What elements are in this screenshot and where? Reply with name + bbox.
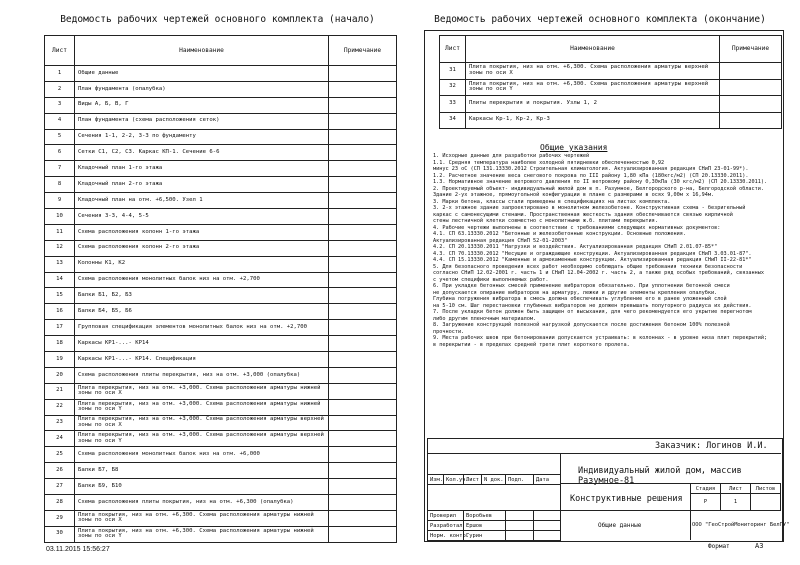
hdr-podp: Подп.	[506, 475, 534, 485]
sheet-number: 28	[45, 495, 75, 511]
sheet-name: Плиты перекрытия и покрытия. Узлы 1, 2	[466, 96, 720, 113]
note-line: минус 23 оС (СП 131.13330.2012 Строительная климатология. Актуализированная редакция СНиП 23-01-99*).	[433, 166, 749, 172]
sheet-number: 14	[45, 272, 75, 288]
format-value: А3	[755, 542, 764, 550]
note-line: 4. Рабочие чертежи выполнены в соответствии с требованиями следующих нормативных документов:	[433, 224, 721, 231]
lists-value	[751, 494, 781, 511]
sheet-name: Плита покрытия, низ на отм. +6,300. Схема расположения арматуры нижней зоны по оси Y	[75, 526, 329, 542]
note-line: в перекрытии - в пределах средней трети плит короткого пролета.	[433, 341, 630, 348]
note-line: согласно СНиП 12.02-2001 г. часть 1 и СНиП 12.04-2002 г. часть 2, а также ряд особых требований, связанных	[433, 270, 765, 276]
sheet-name: Схема расположения монолитных балок низ на отм. +6,000	[75, 447, 329, 463]
sheet-number: 29	[45, 510, 75, 526]
sheet-note	[329, 463, 397, 479]
sheet-note	[329, 383, 397, 399]
sheet-number: 19	[45, 352, 75, 368]
sheet-note	[329, 113, 397, 129]
hdr-list: Лист	[464, 475, 482, 485]
section-name: Конструктивные решения	[570, 494, 683, 504]
table-row	[45, 510, 397, 526]
note-line: 4.3. СП 70.13330.2012 "Несущие и ограждающие конструкции. Актуализированная редакция СНиП 3.03.01-87".	[433, 250, 752, 257]
table-row	[45, 145, 397, 161]
signature	[506, 531, 534, 541]
table-row	[45, 304, 397, 320]
table-row	[45, 177, 397, 193]
table-row	[45, 352, 397, 368]
note-line: 4.1. СП 63.13330.2012 "Бетонные и железобетонные конструкции. Основные положения.	[433, 231, 686, 237]
note-line: 2. Проектируемый объект- индивидуальный жилой дом в п. Разумное, Белгородского р-на, Белгородской области.	[433, 185, 765, 192]
sheet-name: План фундамента (схема расположения сеток)	[75, 113, 329, 129]
sheet-note	[329, 193, 397, 209]
sheet-number: 3	[45, 97, 75, 113]
note-line: не допускается опирание вибраторов на арматуру, лежки и другие элементы крепления опалубки.	[433, 289, 718, 296]
note-line: Глубина погружения вибратора в смесь должна обеспечивать углубление его в ранее уложенный слой	[433, 296, 727, 302]
sheet-name: Плита покрытия, низ на отм. +6,300. Схема расположения арматуры верхней зоны по оси Y	[466, 79, 720, 96]
table-row	[45, 129, 397, 145]
lists-header: Листов	[751, 484, 781, 494]
sheet-name: Схема расположения монолитных балок низ на отм. +2,700	[75, 272, 329, 288]
note-line: прочности.	[433, 328, 465, 335]
sheet-number: 18	[45, 336, 75, 352]
sheet-note	[329, 66, 397, 82]
col-header-sheet: Лист	[45, 36, 75, 66]
note-line: 9. Места рабочих швов при бетонировании допускается устраивать: в колоннах - в уровне низа плит перекрытий;	[433, 335, 768, 341]
table-row	[45, 320, 397, 336]
table-row	[440, 79, 782, 96]
sheet-name: Каркасы КР1-...- КР14. Спецификация	[75, 352, 329, 368]
roles-table	[427, 510, 561, 541]
role-row	[428, 511, 561, 521]
table-row	[45, 495, 397, 511]
sheet-note	[329, 526, 397, 542]
sheet-note	[329, 97, 397, 113]
sheet-name: Балки Б1, Б2, Б3	[75, 288, 329, 304]
sheet-number: 21	[45, 383, 75, 399]
date	[534, 521, 561, 531]
sheet-note	[329, 399, 397, 415]
note-line: 7. После укладки бетон должен быть защищен от высыхания, для чего рекомендуется его укрытие перегнотом	[433, 309, 752, 315]
table-row	[45, 81, 397, 97]
note-line: 1.3. Нормативное значение ветрового давления по II ветровому району 0,30кПа (30 кгс/м2) (СП 20.13330.2011).	[433, 179, 768, 185]
sheet-number: 6	[45, 145, 75, 161]
table-row	[45, 479, 397, 495]
sheet-name: Кладочный план 1-го этажа	[75, 161, 329, 177]
role: Проверил	[428, 511, 464, 521]
note-line: 4.2. СП 20.13330.2011 "Нагрузки и воздействия. Актуализированная редакция СНиП 2.01.07-85*"	[433, 244, 718, 250]
person: Гурин	[464, 531, 506, 541]
note-line: 6. При укладке бетонных смесей применение вибраторов обязательно. При уплотнении бетонной смеси	[433, 283, 730, 289]
sheet-name: Плита покрытия, низ на отм. +6,300. Схема расположения арматуры верхней зоны по оси Х	[466, 63, 720, 80]
person: Воробьев	[464, 511, 506, 521]
list-value: 1	[721, 494, 751, 511]
col-header-name: Наименование	[466, 36, 720, 63]
hdr-data: Дата	[534, 475, 561, 485]
note-line: 8. Загружение конструкций полезной нагрузкой допускается после достижения бетоном 100% полезной	[433, 322, 730, 328]
table-row	[45, 97, 397, 113]
sheet-number: 16	[45, 304, 75, 320]
table-row	[45, 431, 397, 447]
signature	[506, 521, 534, 531]
customer: Заказчик: Логинов И.И.	[655, 441, 768, 451]
role: Разработал	[428, 521, 464, 531]
signature	[506, 511, 534, 521]
sheet-name: Схема расположения плиты перекрытия, низ на отм. +3,000 (опалубка)	[75, 367, 329, 383]
sheet-name: Плита перекрытия, низ на отм. +3,000. Схема расположения арматуры верхней зоны по оси Х	[75, 415, 329, 431]
sheet-note	[329, 224, 397, 240]
note-line: 1.2. Расчетное значение веса снегового покрова по III району 1,80 кПа (180кгс/м2) (СП 20.13330.2011).	[433, 172, 749, 179]
print-timestamp: 03.11.2015 15:56:27	[46, 546, 110, 553]
hdr-ndoc: N док.	[482, 475, 506, 485]
stage-header: Стадия	[691, 484, 721, 494]
table-row	[45, 209, 397, 225]
table-row	[45, 288, 397, 304]
table-row	[45, 447, 397, 463]
right-table-title: Ведомость рабочих чертежей основного комплекта (окончание)	[434, 14, 766, 25]
sheet-note	[329, 272, 397, 288]
table-row	[45, 240, 397, 256]
sheet-name: Плита покрытия, низ на отм. +6,300. Схема расположения арматуры нижней зоны по оси Х	[75, 510, 329, 526]
stage-value: Р	[691, 494, 721, 511]
sheet-note	[329, 510, 397, 526]
sheet-number: 24	[45, 431, 75, 447]
sheet-name: Колонны К1, К2	[75, 256, 329, 272]
table-row	[45, 224, 397, 240]
sheet-note	[720, 63, 782, 80]
format-label: Формат	[708, 543, 730, 550]
sheet-number: 2	[45, 81, 75, 97]
table-row	[440, 96, 782, 113]
sheet-name: Кладочный план 2-го этажа	[75, 177, 329, 193]
sheet-number: 20	[45, 367, 75, 383]
sheet-number: 4	[45, 113, 75, 129]
table-row	[45, 161, 397, 177]
sheet-name: Плита перекрытия, низ на отм. +3,000. Схема расположения арматуры нижней зоны по оси Х	[75, 383, 329, 399]
sheet-number: 13	[45, 256, 75, 272]
table-row	[45, 113, 397, 129]
note-line: Здание 2-ух этажное, прямоугольной конфигурации в плане с размерами в осях 9,00м х 16,94м.	[433, 192, 715, 198]
hdr-kol: Кол.уч.	[444, 475, 464, 485]
sheet-number: 25	[45, 447, 75, 463]
sheet-note	[329, 415, 397, 431]
sheet-note	[329, 367, 397, 383]
sheet-name: Схема расположения колонн 2-го этажа	[75, 240, 329, 256]
role-row	[428, 531, 561, 541]
sheet-note	[329, 352, 397, 368]
left-table-title: Ведомость рабочих чертежей основного комплекта (начало)	[60, 14, 375, 25]
right-sheet-list-table	[439, 35, 782, 129]
general-notes	[433, 153, 778, 348]
sheet-note	[329, 320, 397, 336]
sheet-note	[329, 81, 397, 97]
sheet-number: 22	[45, 399, 75, 415]
note-line: 4.4. СП 15.13330.2012 "Каменные и армокаменные конструкции. Актуализированная редакция СНиП II-22-81*"	[433, 257, 752, 263]
sheet-number: 34	[440, 112, 466, 129]
sheet-name: Сечения 1-1, 2-2, 3-3 по фундаменту	[75, 129, 329, 145]
sheet-note	[329, 288, 397, 304]
note-line: Актуализированная редакция СНиП 52-01-2003"	[433, 237, 568, 244]
table-row	[45, 463, 397, 479]
table-row	[45, 256, 397, 272]
note-line: 3. 2-х этажное здание запроектировано в монолитном железобетоне. Конструктивная схема - безригельный	[433, 205, 746, 211]
sheet-name: Балки Б9, Б10	[75, 479, 329, 495]
role-row	[428, 521, 561, 531]
table-row	[45, 336, 397, 352]
sheet-note	[720, 96, 782, 113]
sheet-number: 27	[45, 479, 75, 495]
table-row	[440, 63, 782, 80]
sheet-name: Балки Б7, Б8	[75, 463, 329, 479]
col-header-note: Примечание	[329, 36, 397, 66]
sheet-number: 15	[45, 288, 75, 304]
col-header-name: Наименование	[75, 36, 329, 66]
note-line: 1.1. Средняя температура наиболее холодной пятидневки обеспеченностью 0,92	[433, 159, 665, 166]
sheet-name: Кладочный план на отм. +6,500. Узел 1	[75, 193, 329, 209]
col-header-sheet: Лист	[440, 36, 466, 63]
note-line: стены лестничной клетки совместно с монолитными ж.б. плитами перекрытия.	[433, 218, 658, 224]
sheet-title: Общие данные	[598, 522, 642, 529]
left-sheet-list-table	[44, 35, 397, 543]
sheet-note	[329, 431, 397, 447]
table-row	[45, 193, 397, 209]
sheet-number: 10	[45, 209, 75, 225]
sheet-number: 1	[45, 66, 75, 82]
notes-title: Общие указания	[540, 143, 608, 152]
sheet-name: Групповая спецификация элементов монолитных балок низ на отм. +2,700	[75, 320, 329, 336]
person: Ершов	[464, 521, 506, 531]
table-row	[45, 399, 397, 415]
sheet-name: Сечения 3-3, 4-4, 5-5	[75, 209, 329, 225]
sheet-number: 30	[45, 526, 75, 542]
sheet-number: 5	[45, 129, 75, 145]
table-row	[45, 526, 397, 542]
sheet-number: 11	[45, 224, 75, 240]
role: Норм. контр.	[428, 531, 464, 541]
table-row	[45, 415, 397, 431]
sheet-name: Сетки С1, С2, С3. Каркас КП-1. Сечение 6-6	[75, 145, 329, 161]
note-line: либо другим пленочным материалом.	[433, 315, 537, 322]
table-row	[45, 367, 397, 383]
sheet-note	[329, 129, 397, 145]
note-line: 3. Марки бетона, классы стали приведены в спецификациях на листах комплекта.	[433, 198, 671, 205]
sheet-note	[329, 145, 397, 161]
sheet-number: 26	[45, 463, 75, 479]
sheet-name: План фундамента (опалубка)	[75, 81, 329, 97]
table-row	[440, 112, 782, 129]
sheet-number: 8	[45, 177, 75, 193]
organization: ООО "ГеоСтройМониторинг БелГУ"	[692, 522, 790, 528]
date	[534, 531, 561, 541]
list-header: Лист	[721, 484, 751, 494]
stage-table	[690, 483, 781, 511]
sheet-number: 32	[440, 79, 466, 96]
table-row	[45, 66, 397, 82]
sheet-note	[329, 479, 397, 495]
sheet-number: 17	[45, 320, 75, 336]
sheet-name: Плита перекрытия, низ на отм. +3,000. Схема расположения арматуры верхней зоны по оси Y	[75, 431, 329, 447]
hdr-izm: Изм.	[428, 475, 444, 485]
sheet-note	[720, 112, 782, 129]
sheet-name: Виды А, Б, В, Г	[75, 97, 329, 113]
sheet-note	[329, 256, 397, 272]
table-row	[45, 383, 397, 399]
note-line: с учетом специфики выполняемых работ.	[433, 276, 549, 283]
sheet-number: 33	[440, 96, 466, 113]
sheet-name: Балки Б4, Б5, Б6	[75, 304, 329, 320]
sheet-number: 31	[440, 63, 466, 80]
sheet-name: Общие данные	[75, 66, 329, 82]
sheet-note	[329, 304, 397, 320]
sheet-note	[329, 336, 397, 352]
sheet-note	[329, 240, 397, 256]
sheet-note	[329, 177, 397, 193]
revision-header	[427, 474, 561, 485]
note-line: 5. Для безопасного проведения всех работ необходимо соблюдать общие требования техники безопасности	[433, 263, 743, 270]
date	[534, 511, 561, 521]
sheet-name: Каркасы Кр-1, Кр-2, Кр-3	[466, 112, 720, 129]
sheet-note	[329, 447, 397, 463]
note-line: каркас с самонесущими стенами. Пространственная жесткость здания обеспечивается связью кирпичной	[433, 211, 733, 218]
sheet-name: Схема расположения колонн 1-го этажа	[75, 224, 329, 240]
sheet-number: 12	[45, 240, 75, 256]
sheet-name: Схема расположения плиты покрытия, низ на отм. +6,300 (опалубка)	[75, 495, 329, 511]
sheet-name: Каркасы КР1-...- КР14	[75, 336, 329, 352]
sheet-note	[329, 161, 397, 177]
project-name: Индивидуальный жилой дом, массив Разумное-81	[578, 466, 742, 486]
sheet-number: 9	[45, 193, 75, 209]
sheet-name: Плита перекрытия, низ на отм. +3,000. Схема расположения арматуры нижней зоны по оси Y	[75, 399, 329, 415]
table-row	[45, 272, 397, 288]
sheet-note	[329, 209, 397, 225]
sheet-note	[329, 495, 397, 511]
sheet-note	[720, 79, 782, 96]
note-line: 1. Исходные данные для разработки рабочих чертежей	[433, 153, 590, 159]
sheet-number: 23	[45, 415, 75, 431]
col-header-note: Примечание	[720, 36, 782, 63]
sheet-number: 7	[45, 161, 75, 177]
note-line: на 5-10 см. Шаг перестановки глубинных вибраторов не должен превышать полуторного радиуса их действия.	[433, 302, 752, 309]
